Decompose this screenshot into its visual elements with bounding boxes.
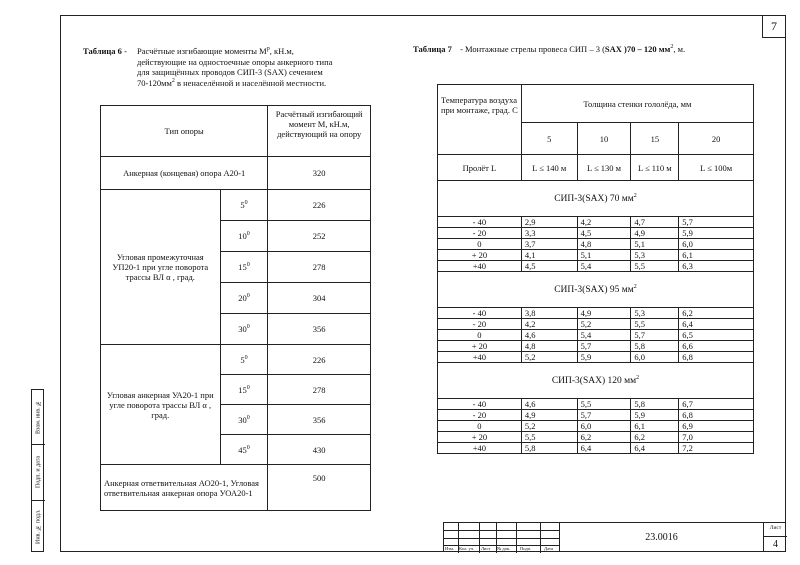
table7-value-cell: 5,1 xyxy=(577,250,631,261)
title-block-grid xyxy=(443,522,559,552)
title-block-h-kol: Кол. уч. xyxy=(459,546,475,551)
table7-ice-10: 10 xyxy=(577,123,631,155)
table6-group2-angle-1: $15^0$ xyxy=(220,375,268,405)
table-row xyxy=(438,341,754,352)
table7-temp-cell: - 20 xyxy=(438,319,522,330)
table7-section-title: СИП-3(SAX) 95 $мм^2$ xyxy=(438,272,754,308)
table-row xyxy=(438,421,754,432)
table6-dash: - xyxy=(124,46,127,56)
table6-group1-value-3: 304 xyxy=(268,283,371,314)
table6-group1-value-0: 226 xyxy=(268,190,371,221)
side-stamp xyxy=(31,389,44,552)
table7-value-cell: 4,9 xyxy=(577,308,631,319)
table7-value-cell: 5,2 xyxy=(521,421,577,432)
table7-value-cell: 6,4 xyxy=(679,319,754,330)
table7-value-cell: 3,8 xyxy=(521,308,577,319)
table7-sections xyxy=(438,181,754,454)
table7-ice-15: 15 xyxy=(631,123,679,155)
table7-value-cell: 5,7 xyxy=(577,410,631,421)
table7-value-cell: 5,5 xyxy=(521,432,577,443)
table7-value-cell: 4,6 xyxy=(521,330,577,341)
table7-temp-cell: 0 xyxy=(438,239,522,250)
table7-value-cell: 5,9 xyxy=(577,352,631,363)
table-row xyxy=(438,330,754,341)
table7-temp-cell: +40 xyxy=(438,352,522,363)
table7-caption-b: )70 – 120 мм xyxy=(621,44,671,54)
table7-value-cell: 6,4 xyxy=(577,443,631,454)
table6-label: Таблица 6 xyxy=(83,46,122,56)
table7-value-cell: 5,3 xyxy=(631,250,679,261)
table7-value-cell: 5,5 xyxy=(631,261,679,272)
table6-group1-type: Угловая промежуточная УП20-1 при угле поворота трассы ВЛ α , град. xyxy=(101,190,221,345)
table7-caption-c: , м. xyxy=(673,44,686,54)
table6-group1-value-1: 252 xyxy=(268,221,371,252)
table7-value-cell: 5,4 xyxy=(577,261,631,272)
table7-value-cell: 6,5 xyxy=(679,330,754,341)
table6-row-branch-value: 500 xyxy=(268,465,371,511)
table7-value-cell: 4,8 xyxy=(521,341,577,352)
table7-caption xyxy=(413,44,685,54)
table6-group1-angle-3: $20^0$ xyxy=(220,283,268,314)
table6-group2-angle-3: $45^0$ xyxy=(220,435,268,465)
table7-span-label: Пролёт L xyxy=(438,155,522,181)
sheet-box xyxy=(763,522,786,552)
table7-temp-header: Температура воздуха при монтаже, град. С xyxy=(438,85,522,155)
table6-caption-sup: р xyxy=(266,46,270,53)
table7-value-cell: 4,2 xyxy=(577,217,631,228)
table-row xyxy=(438,239,754,250)
table7-value-cell: 4,5 xyxy=(521,261,577,272)
table6-group1-value-4: 356 xyxy=(268,314,371,345)
table6-group1-angle-2: $15^0$ xyxy=(220,252,268,283)
table7-value-cell: 6,1 xyxy=(679,250,754,261)
table-row xyxy=(438,410,754,421)
title-block-h-date: Дата xyxy=(544,546,553,551)
table7-value-cell: 6,7 xyxy=(679,399,754,410)
table-row xyxy=(438,319,754,330)
table6-group1-angle-4: $30^0$ xyxy=(220,314,268,345)
table7-value-cell: 4,7 xyxy=(631,217,679,228)
table6-group2-angle-0: $5^0$ xyxy=(220,345,268,375)
table7-value-cell: 5,1 xyxy=(631,239,679,250)
table7-value-cell: 6,9 xyxy=(679,421,754,432)
table7-caption-sup: 2 xyxy=(670,44,674,51)
table7-value-cell: 6,8 xyxy=(679,352,754,363)
table7-temp-cell: - 40 xyxy=(438,308,522,319)
table-row xyxy=(438,308,754,319)
table7-temp-cell: 0 xyxy=(438,421,522,432)
table7-value-cell: 6,1 xyxy=(631,421,679,432)
side-stamp-replace: Взам. инв. № xyxy=(35,399,42,435)
table7-value-cell: 6,0 xyxy=(679,239,754,250)
table7-span-1: L ≤ 130 м xyxy=(577,155,631,181)
table6-caption-line1: Расчётные изгибающие моменты М xyxy=(137,46,267,56)
table6-header-type: Тип опоры xyxy=(101,106,268,157)
table7-value-cell: 4,5 xyxy=(577,228,631,239)
table-row xyxy=(438,352,754,363)
table6-group2-value-3: 430 xyxy=(268,435,371,465)
table7-caption-bold: SAX xyxy=(604,44,622,54)
page-number: 7 xyxy=(762,16,785,38)
table6-group2-angle-2: $30^0$ xyxy=(220,405,268,435)
table-row xyxy=(438,217,754,228)
title-block-h-list: Лист xyxy=(481,546,491,551)
table-row xyxy=(438,432,754,443)
title-block xyxy=(443,522,786,552)
table7-ice-20: 20 xyxy=(679,123,754,155)
table7-value-cell: 5,9 xyxy=(679,228,754,239)
table7-value-cell: 6,8 xyxy=(679,410,754,421)
table6-caption xyxy=(83,46,333,88)
table6 xyxy=(100,105,371,511)
table7-temp-cell: + 20 xyxy=(438,432,522,443)
table7-span-2: L ≤ 110 м xyxy=(631,155,679,181)
table7-value-cell: 5,5 xyxy=(577,399,631,410)
table7-value-cell: 6,6 xyxy=(679,341,754,352)
table-row xyxy=(438,399,754,410)
table7-value-cell: 6,0 xyxy=(577,421,631,432)
table7-ice-header: Толщина стенки гололёда, мм xyxy=(521,85,753,123)
table6-caption-line2: действующие на одностоечные опоры анкерного типа xyxy=(137,56,333,67)
table7-value-cell: 4,1 xyxy=(521,250,577,261)
table6-row-branch-type: Анкерная ответвительная АО20-1, Угловая ответвительная анкерная опора УОА20-1 xyxy=(101,465,268,511)
table-row xyxy=(438,443,754,454)
table7-value-cell: 5,2 xyxy=(521,352,577,363)
table7-temp-cell: - 40 xyxy=(438,217,522,228)
side-stamp-inv: Инв. № подл. xyxy=(35,509,42,544)
table6-group1-value-2: 278 xyxy=(268,252,371,283)
table6-group1-angle-0: $5^0$ xyxy=(220,190,268,221)
table7-temp-cell: + 20 xyxy=(438,250,522,261)
side-stamp-sign: Подп. и дата xyxy=(35,455,42,489)
title-block-h-doc: № док. xyxy=(497,546,511,551)
title-block-h-sign: Подп. xyxy=(520,546,532,551)
table7-value-cell: 5,7 xyxy=(679,217,754,228)
table6-row-anchor-value: 320 xyxy=(268,157,371,190)
table6-group2-value-1: 278 xyxy=(268,375,371,405)
table7-value-cell: 5,7 xyxy=(631,330,679,341)
table7-value-cell: 5,5 xyxy=(631,319,679,330)
table7-value-cell: 4,9 xyxy=(631,228,679,239)
table7-temp-cell: - 20 xyxy=(438,228,522,239)
table6-caption-line1-tail: , кН.м, xyxy=(269,46,294,56)
table7-temp-cell: 0 xyxy=(438,330,522,341)
sheet-number: 4 xyxy=(764,536,787,553)
table7-value-cell: 5,8 xyxy=(631,399,679,410)
table7-value-cell: 5,7 xyxy=(577,341,631,352)
table6-caption-line4b: в ненаселённой и населённой местности. xyxy=(174,77,327,88)
table7-value-cell: 5,9 xyxy=(631,410,679,421)
table7-value-cell: 3,3 xyxy=(521,228,577,239)
table7-span-0: L ≤ 140 м xyxy=(521,155,577,181)
table7-value-cell: 2,9 xyxy=(521,217,577,228)
table7-value-cell: 7,0 xyxy=(679,432,754,443)
table7-caption-a: - Монтажные стрелы провеса СИП – 3 ( xyxy=(460,44,605,54)
table7-value-cell: 6,4 xyxy=(631,443,679,454)
table7-value-cell: 5,8 xyxy=(521,443,577,454)
sheet-label: Лист xyxy=(769,525,782,531)
table-row xyxy=(438,261,754,272)
table7-value-cell: 6,3 xyxy=(679,261,754,272)
table7-temp-cell: + 20 xyxy=(438,341,522,352)
table7-section-title: СИП-3(SAX) 70 $мм^2$ xyxy=(438,181,754,217)
table6-group2-type: Угловая анкерная УА20-1 при угле поворота трассы ВЛ α , град. xyxy=(101,345,221,465)
title-block-h-izm: Изм. xyxy=(445,546,454,551)
table7-value-cell: 4,8 xyxy=(577,239,631,250)
table6-group2-value-0: 226 xyxy=(268,345,371,375)
table6-caption-line4a: 70-120мм xyxy=(137,77,172,88)
table-row xyxy=(438,250,754,261)
table7-value-cell: 4,6 xyxy=(521,399,577,410)
table7-temp-cell: - 40 xyxy=(438,399,522,410)
table7-value-cell: 4,9 xyxy=(521,410,577,421)
table7-section-title: СИП-3(SAX) 120 $мм^2$ xyxy=(438,363,754,399)
table7-temp-cell: - 20 xyxy=(438,410,522,421)
table7-ice-5: 5 xyxy=(521,123,577,155)
table7-value-cell: 4,2 xyxy=(521,319,577,330)
table7-temp-cell: +40 xyxy=(438,261,522,272)
table7-value-cell: 6,2 xyxy=(577,432,631,443)
table6-caption-line3: для защищённых проводов СИП-3 (SAX) сечением xyxy=(137,67,323,77)
table7-span-3: L ≤ 100м xyxy=(679,155,754,181)
table7-value-cell: 7,2 xyxy=(679,443,754,454)
table7 xyxy=(437,84,754,454)
table6-group2-value-2: 356 xyxy=(268,405,371,435)
table7-value-cell: 6,2 xyxy=(631,432,679,443)
document-code: 23.0016 xyxy=(559,522,763,552)
table7-value-cell: 6,2 xyxy=(679,308,754,319)
table-row xyxy=(438,228,754,239)
table7-value-cell: 5,2 xyxy=(577,319,631,330)
table7-temp-cell: +40 xyxy=(438,443,522,454)
table7-value-cell: 6,0 xyxy=(631,352,679,363)
table7-label: Таблица 7 xyxy=(413,44,452,54)
table6-group1-angle-1: $10^0$ xyxy=(220,221,268,252)
table6-caption-line4-sup: 2 xyxy=(171,77,175,84)
table6-row-anchor-type: Анкерная (концевая) опора А20-1 xyxy=(101,157,268,190)
table7-value-cell: 5,4 xyxy=(577,330,631,341)
table7-value-cell: 5,3 xyxy=(631,308,679,319)
table7-value-cell: 5,8 xyxy=(631,341,679,352)
table6-header-moment: Расчётный изгибающий момент М, кН.м, действующий на опору xyxy=(268,106,371,157)
table7-value-cell: 3,7 xyxy=(521,239,577,250)
